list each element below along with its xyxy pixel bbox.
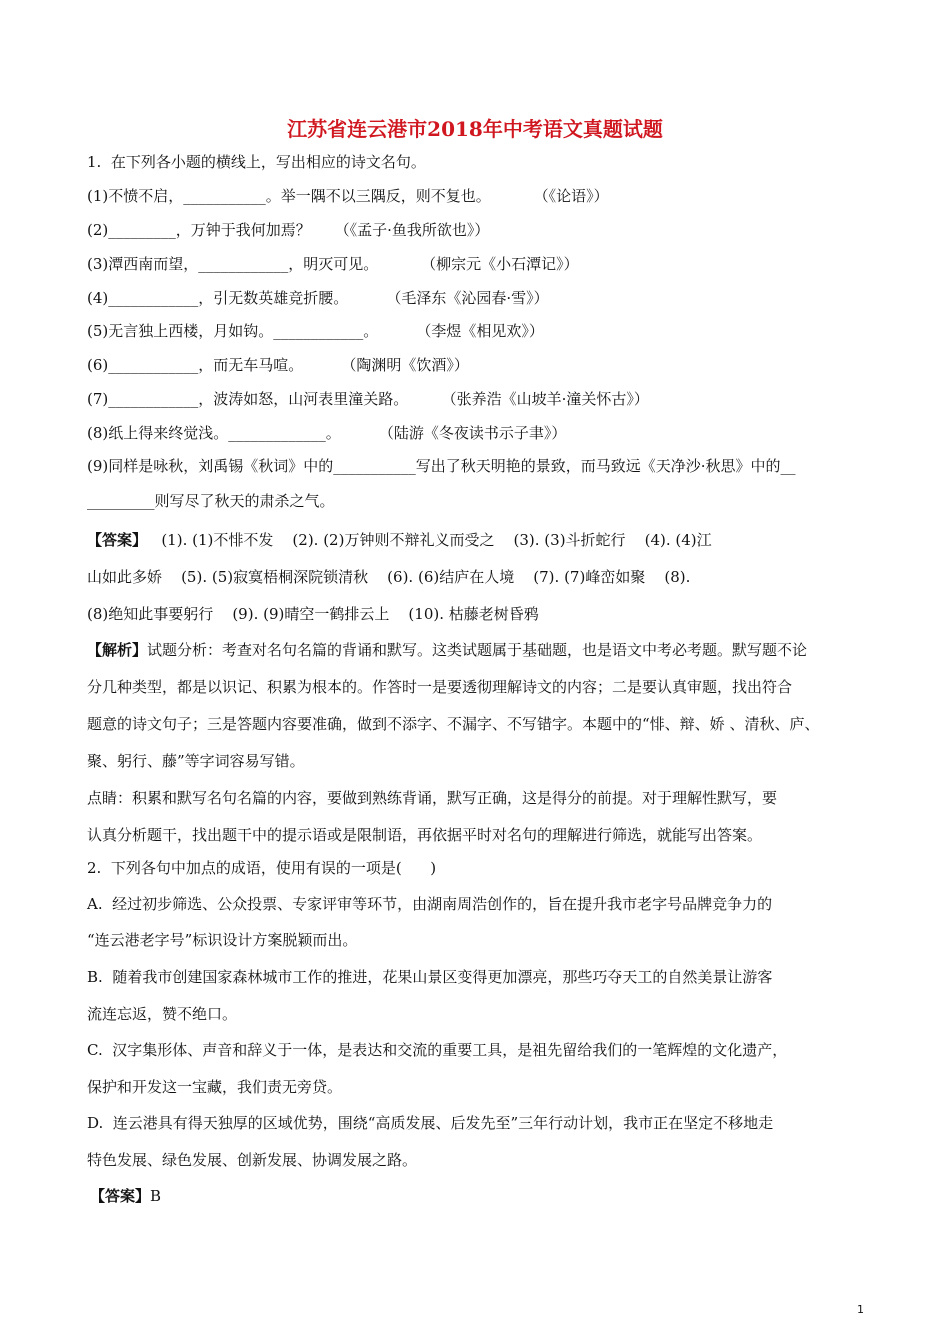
- analysis-label: 【解析】: [87, 641, 148, 659]
- q2-option-a-2: “连云港老字号”标识设计方案脱颖而出。: [87, 931, 358, 949]
- q1-item-1: (1)不愤不启，___________。举一隅不以三隅反，则不复也。 （《论语》）: [87, 187, 609, 205]
- q2-option-c-2: 保护和开发这一宝藏，我们责无旁贷。: [87, 1078, 343, 1096]
- q1-answer-line-3: (8)绝知此事要躬行 (9). (9)晴空一鹤排云上 (10). 枯藤老树昏鸦: [87, 605, 539, 623]
- q1-item-5: (5)无言独上西楼，月如钩。____________。 （李煜《相见欢》）: [87, 322, 544, 340]
- page-title: 江苏省连云港市2018年中考语文真题试题: [287, 117, 663, 141]
- q1-tip-line-1: 点睛：积累和默写名句名篇的内容，要做到熟练背诵，默写正确，这是得分的前提。对于理解性默写，要: [87, 789, 778, 807]
- q1-item-6: (6)____________，而无车马喧。 （陶渊明《饮酒》）: [87, 356, 469, 374]
- q2-option-b-1: B. 随着我市创建国家森林城市工作的推进，花果山景区变得更加漂亮，那些巧夺天工的自然美景让游客: [87, 968, 773, 986]
- q1-analysis-line-3: 题意的诗文句子；三是答题内容要准确，做到不添字、不漏字、不写错字。本题中的“悱、辩、娇 、清秋、庐、: [87, 715, 820, 733]
- q1-item-3: (3)潭西南而望，____________，明灭可见。 （柳宗元《小石潭记》）: [87, 255, 579, 273]
- q2-stem: 2. 下列各句中加点的成语，使用有误的一项是( ): [87, 859, 437, 877]
- q1-item-9-cont: _________则写尽了秋天的肃杀之气。: [87, 492, 335, 510]
- q1-item-7: (7)____________，波涛如怒，山河表里潼关路。 （张养浩《山坡羊·潼关怀古》）: [87, 390, 649, 408]
- analysis-text: 试题分析：考查对名句名篇的背诵和默写。这类试题属于基础题，也是语文中考必考题。默写题不论: [147, 641, 808, 659]
- q1-answer-line-2: 山如此多娇 (5). (5)寂寞梧桐深院锁清秋 (6). (6)结庐在人境 (7). (7)峰峦如聚 (8).: [87, 568, 691, 586]
- answer-text: (1). (1)不悱不发 (2). (2)万钟则不辩礼义而受之 (3). (3)斗折蛇行 (4). (4)江: [147, 531, 712, 549]
- q2-option-c-1: C. 汉字集形体、声音和辞义于一体，是表达和交流的重要工具，是祖先留给我们的一笔辉煌的文化遗产，: [87, 1041, 788, 1059]
- q1-analysis-line-4: 聚、躬行、藤”等字词容易写错。: [87, 752, 305, 770]
- q1-answer-line-1: [87, 530, 712, 550]
- answer-value: B: [150, 1187, 162, 1205]
- q1-stem: 1. 在下列各小题的横线上，写出相应的诗文名句。: [87, 153, 426, 171]
- q1-item-9: (9)同样是咏秋，刘禹锡《秋词》中的___________写出了秋天明艳的景致，而马致远《天净沙·秋思》中的__: [87, 457, 796, 475]
- q2-option-d-1: D. 连云港具有得天独厚的区域优势，围绕“高质发展、后发先至”三年行动计划，我市正在坚定不移地走: [87, 1114, 774, 1132]
- q2-option-a-1: A. 经过初步筛选、公众投票、专家评审等环节，由湖南周浩创作的，旨在提升我市老字号品牌竞争力的: [87, 895, 773, 913]
- page-number: 1: [857, 1303, 864, 1316]
- q2-option-d-2: 特色发展、绿色发展、创新发展、协调发展之路。: [87, 1151, 418, 1169]
- q1-item-8: (8)纸上得来终觉浅。_____________。 （陆游《冬夜读书示子聿》）: [87, 424, 567, 442]
- answer-label: 【答案】: [87, 531, 148, 549]
- q1-analysis-line-2: 分几种类型，都是以识记、积累为根本的。作答时一是要透彻理解诗文的内容；二是要认真审题，找出符合: [87, 678, 793, 696]
- q2-answer: [90, 1186, 161, 1206]
- q1-tip-line-2: 认真分析题干，找出题干中的提示语或是限制语，再依据平时对名句的理解进行筛选，就能写出答案。: [87, 826, 763, 844]
- q1-analysis-line-1: [87, 640, 807, 660]
- q1-item-2: (2)_________，万钟于我何加焉？ （《孟子·鱼我所欲也》）: [87, 221, 490, 239]
- answer-label: 【答案】: [90, 1187, 151, 1205]
- q2-option-b-2: 流连忘返，赞不绝口。: [87, 1005, 238, 1023]
- q1-item-4: (4)____________，引无数英雄竞折腰。 （毛泽东《沁园春·雪》）: [87, 289, 549, 307]
